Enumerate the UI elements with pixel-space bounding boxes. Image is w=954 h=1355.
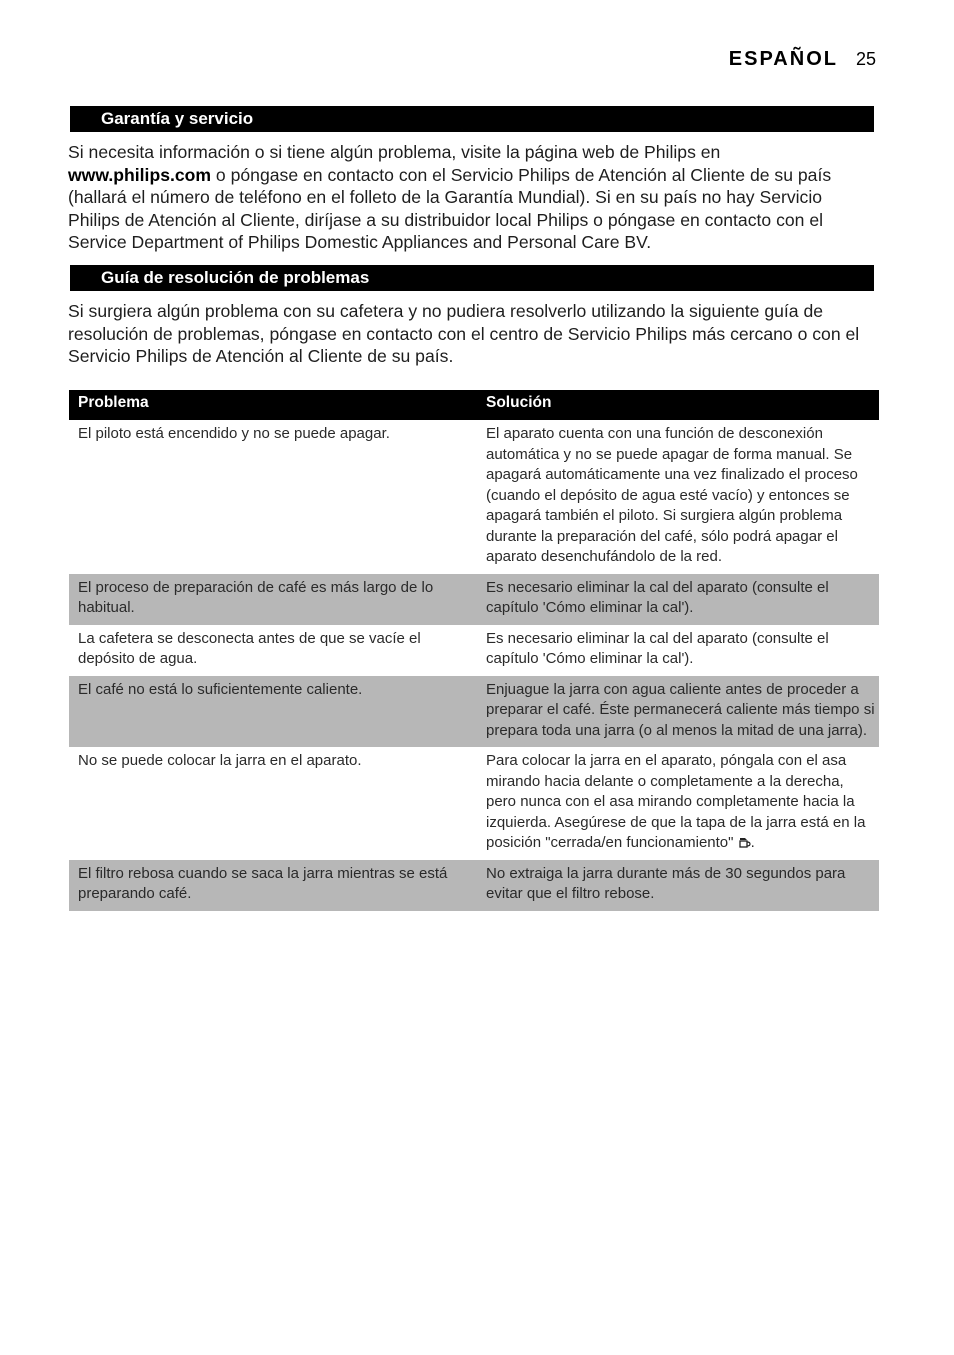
page-header <box>729 48 876 71</box>
table-row <box>69 747 879 860</box>
philips-website-link[interactable]: www.philips.com <box>68 164 212 185</box>
header-solution: Solución <box>477 390 879 420</box>
solution-cell: El aparato cuenta con una función de desconexión automática y no se puede apagar de forma manual. Se apagará automáticamente una vez finalizado el proceso (cuando el depósito de agua esté vacío) y entonces se apagará también el piloto. Si surgiera algún problema durante la preparación del café, sólo podrá apagar el aparato desenchufándolo de la red. <box>486 425 858 565</box>
problem-cell: El filtro rebosa cuando se saca la jarra mientras se está preparando café. <box>69 860 477 911</box>
solution-cell: Enjuague la jarra con agua caliente antes de proceder a preparar el café. Éste permanecerá caliente más tiempo si prepara toda una jarra (o al menos la mitad de una jarra). <box>477 676 879 748</box>
solution-text-end: . <box>750 834 755 851</box>
troubleshooting-intro: Si surgiera algún problema con su cafetera y no pudiera resolverlo utilizando la siguiente guía de resolución de problemas, póngase en contacto con el centro de Servicio Philips más cercano o con el Servicio Philips de Atención al Cliente de su país. <box>68 301 860 367</box>
jug-lid-closed-icon <box>738 837 751 848</box>
table-row <box>69 860 879 911</box>
solution-cell <box>477 747 879 860</box>
section-heading-warranty: Garantía y servicio <box>70 106 874 132</box>
solution-text: Para colocar la jarra en el aparato, póngala con el asa mirando hacia delante o completamente a la derecha, pero nunca con el asa mirando completamente hacia la izquierda. Asegúrese de que la tapa de la jarra está en la posición "cerrada/en funcionamiento" <box>486 752 866 851</box>
page-number: 25 <box>855 49 876 69</box>
problem-cell: No se puede colocar la jarra en el aparato. <box>78 752 362 769</box>
troubleshooting-table <box>69 390 879 911</box>
header-problem: Problema <box>69 390 477 420</box>
table-header-row <box>69 390 879 420</box>
warranty-text-start: Si necesita información o si tiene algún problema, visite la página web de Philips en <box>68 142 721 162</box>
table-row <box>69 625 879 676</box>
problem-cell: El piloto está encendido y no se puede apagar. <box>78 425 390 442</box>
language-label: ESPAÑOL <box>728 48 838 70</box>
warranty-text-end: o póngase en contacto con el Servicio Philips de Atención al Cliente de su país (hallará el número de teléfono en el folleto de la Garantía Mundial). Si en su país no hay Servicio Philips de Atención al Cliente, diríjase a su distribuidor local Philips o póngase en contacto con el Service Department of Philips Domestic Appliances and Personal Care BV. <box>68 164 832 253</box>
warranty-paragraph <box>68 141 878 254</box>
table-row <box>69 420 879 574</box>
solution-cell: No extraiga la jarra durante más de 30 segundos para evitar que el filtro rebose. <box>477 860 879 911</box>
problem-cell: El proceso de preparación de café es más largo de lo habitual. <box>69 574 477 625</box>
problem-cell: El café no está lo suficientemente caliente. <box>69 676 477 748</box>
table-row <box>69 676 879 748</box>
table-row <box>69 574 879 625</box>
problem-cell: La cafetera se desconecta antes de que se vacíe el depósito de agua. <box>78 629 421 667</box>
solution-cell: Es necesario eliminar la cal del aparato (consulte el capítulo 'Cómo eliminar la cal'). <box>486 629 829 667</box>
solution-cell: Es necesario eliminar la cal del aparato (consulte el capítulo 'Cómo eliminar la cal'). <box>477 574 879 625</box>
section-heading-troubleshooting: Guía de resolución de problemas <box>70 265 874 291</box>
